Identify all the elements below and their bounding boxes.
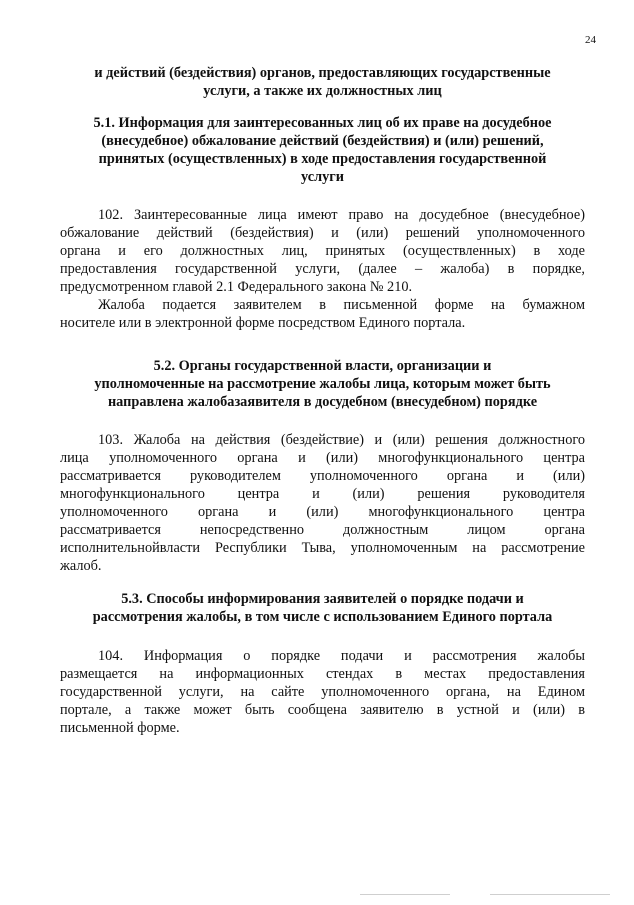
paragraph-line: органа и его должностных лиц, принятых (осуществленных) в ходе (60, 243, 585, 259)
section-5-3-heading (60, 590, 585, 626)
heading-line: принятых (осуществленных) в ходе предоставления государственной (98, 151, 547, 167)
scan-artifact-line (490, 894, 610, 895)
section-5-2-heading (60, 357, 585, 411)
paragraph-104 (60, 647, 585, 737)
heading-line: уполномоченные на рассмотрение жалобы лица, которым может быть (94, 376, 551, 392)
paragraph-line: 103. Жалоба на действия (бездействие) и (или) решения должностного (98, 432, 585, 448)
heading-line: 5.3. Способы информирования заявителей о порядке подачи и (121, 591, 524, 607)
heading-line: 5.1. Информация для заинтересованных лиц об их праве на досудебное (93, 115, 552, 131)
heading-line: (внесудебное) обжалование действий (бездействия) и (или) решений, (101, 133, 544, 149)
page-number: 24 (585, 34, 596, 46)
paragraph-line: рассматривается непосредственно должностным лицом органа (60, 522, 585, 538)
paragraph-line: письменной форме. (60, 720, 180, 736)
heading-line: услуги, а также их должностных лиц (203, 83, 442, 99)
document-body (60, 64, 585, 737)
paragraph-line: лица уполномоченного органа и (или) многофункционального центра (60, 450, 585, 466)
paragraph-line: исполнительнойвласти Республики Тыва, уполномоченным на рассмотрение (60, 540, 585, 556)
paragraph-line: портале, а также может быть сообщена заявителю в устной и (или) в (60, 702, 585, 718)
section-5-1-heading (60, 114, 585, 186)
paragraph-line: носителе или в электронной форме посредством Единого портала. (60, 315, 466, 331)
paragraph-line: Жалоба подается заявителем в письменной форме на бумажном (98, 297, 585, 313)
paragraph-103 (60, 431, 585, 575)
paragraph-line: государственной услуги, на сайте уполномоченного органа, на Едином (60, 684, 585, 700)
paragraph-line: предоставления государственной услуги, (далее – жалоба) в порядке, (60, 261, 585, 277)
paragraph-line: размещается на информационных стендах в местах предоставления (60, 666, 585, 682)
paragraph-line: 104. Информация о порядке подачи и рассмотрения жалобы (98, 648, 585, 664)
paragraph-line: многофункционального центра и (или) решения руководителя (60, 486, 585, 502)
heading-line: рассмотрения жалобы, в том числе с использованием Единого портала (92, 609, 553, 625)
paragraph-line: 102. Заинтересованные лица имеют право на досудебное (внесудебное) (98, 207, 585, 223)
paragraph-line: предусмотренном главой 2.1 Федерального закона № 210. (60, 279, 413, 295)
heading-line: направлена жалобазаявителя в досудебном (внесудебном) порядке (107, 394, 538, 410)
paragraph-102 (60, 206, 585, 296)
paragraph-line: уполномоченного органа и (или) многофункционального центра (60, 504, 585, 520)
paragraph-line: рассматривается руководителем уполномоченного органа и (или) (60, 468, 585, 484)
intro-heading (60, 64, 585, 100)
heading-line: услуги (301, 169, 344, 185)
heading-line: и действий (бездействия) органов, предоставляющих государственные (94, 65, 551, 81)
scan-artifact-line (360, 894, 450, 895)
paragraph-complaint (60, 296, 585, 332)
paragraph-line: обжалование действий (бездействия) и (или) решений уполномоченного (60, 225, 585, 241)
heading-line: 5.2. Органы государственной власти, организации и (153, 358, 492, 374)
paragraph-line: жалоб. (60, 558, 102, 574)
